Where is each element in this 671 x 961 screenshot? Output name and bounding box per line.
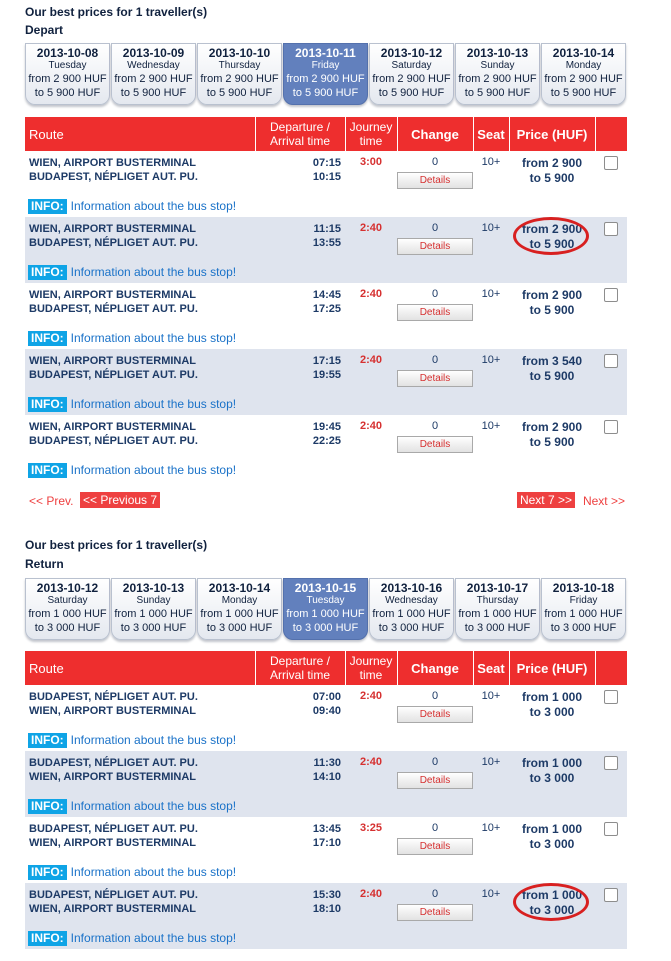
details-button[interactable]: Details: [397, 838, 473, 855]
seat-availability: 10+: [473, 217, 509, 263]
return-subtitle: Return: [25, 557, 64, 571]
select-cell: [595, 685, 627, 731]
date-tab-price-to: to 3 000 HUF: [292, 622, 359, 634]
journey-time: 3:00: [359, 156, 383, 168]
price-from: from 1 000: [521, 888, 583, 902]
bus-stop-info-link[interactable]: Information about the bus stop!: [70, 462, 237, 477]
change-count: 0: [431, 690, 439, 702]
times-cell: [255, 883, 345, 929]
seat-availability: 10+: [473, 883, 509, 929]
header-journey-time: Journey time: [345, 651, 397, 685]
date-tab-price-to: to 3 000 HUF: [378, 622, 445, 634]
table-row: [25, 817, 627, 863]
price-to: to 5 900: [529, 303, 575, 317]
seat-availability: 10+: [473, 349, 509, 395]
arrival-time: 22:25: [312, 435, 341, 447]
route-origin: BUDAPEST, NÉPLIGET AUT. PU.: [29, 691, 198, 703]
departure-time: 13:45: [312, 823, 341, 835]
journey-time: 2:40: [345, 217, 397, 263]
date-tab-2013-10-16[interactable]: [369, 578, 454, 640]
header-departure-arrival: Departure / Arrival time: [255, 117, 345, 151]
details-button[interactable]: Details: [397, 772, 473, 789]
info-cell: [25, 395, 627, 415]
details-button[interactable]: Details: [397, 904, 473, 921]
details-button[interactable]: Details: [397, 706, 473, 723]
select-checkbox[interactable]: [604, 690, 618, 704]
date-tab-price-from: from 1 000 HUF: [114, 608, 193, 620]
departure-time: 17:15: [312, 355, 341, 367]
header-seat: Seat: [473, 117, 509, 151]
route-destination: BUDAPEST, NÉPLIGET AUT. PU.: [29, 237, 198, 249]
date-tab-date: 2013-10-13: [122, 581, 185, 595]
change-count: 0: [431, 288, 439, 300]
route-destination: BUDAPEST, NÉPLIGET AUT. PU.: [29, 303, 198, 315]
route-destination: BUDAPEST, NÉPLIGET AUT. PU.: [29, 171, 198, 183]
date-tab-price-from: from 2 900 HUF: [28, 73, 107, 85]
date-tab-date: 2013-10-09: [122, 46, 185, 60]
price-to: to 3 000: [529, 705, 575, 719]
date-tab-2013-10-18[interactable]: [541, 578, 626, 640]
date-tab-date: 2013-10-11: [295, 46, 356, 60]
arrival-time: 19:55: [312, 369, 341, 381]
date-tab-weekday: Saturday: [47, 595, 88, 606]
journey-time: 2:40: [345, 349, 397, 395]
info-label: INFO:: [28, 931, 67, 946]
date-tab-weekday: Friday: [311, 60, 340, 71]
route-origin: BUDAPEST, NÉPLIGET AUT. PU.: [29, 823, 198, 835]
price-from: from 2 900: [521, 420, 583, 434]
date-tab-price-from: from 1 000 HUF: [544, 608, 623, 620]
date-tab-2013-10-13[interactable]: [455, 43, 540, 105]
date-tab-weekday: Tuesday: [306, 595, 345, 606]
date-tab-2013-10-10[interactable]: [197, 43, 282, 105]
journey-time: 2:40: [359, 288, 383, 300]
route-cell: [25, 817, 255, 863]
route-origin: BUDAPEST, NÉPLIGET AUT. PU.: [29, 757, 198, 769]
change-cell: [397, 817, 473, 863]
date-tab-price-from: from 2 900 HUF: [114, 73, 193, 85]
bus-stop-info-link[interactable]: Information about the bus stop!: [70, 798, 237, 813]
date-tab-weekday: Saturday: [391, 60, 432, 71]
change-cell: [397, 217, 473, 263]
info-label: INFO:: [28, 865, 67, 880]
return-results-table: [25, 651, 627, 949]
info-row: [25, 329, 627, 349]
seat-availability: 10+: [481, 288, 501, 300]
route-origin: WIEN, AIRPORT BUSTERMINAL: [29, 157, 197, 169]
date-tab-price-to: to 3 000 HUF: [34, 622, 101, 634]
date-tab-price-from: from 2 900 HUF: [458, 73, 537, 85]
select-checkbox[interactable]: [604, 822, 618, 836]
price-from: from 3 540: [521, 354, 583, 368]
date-tab-price-to: to 3 000 HUF: [120, 622, 187, 634]
date-tab-price-to: to 5 900 HUF: [464, 87, 531, 99]
price-cell: [509, 817, 595, 863]
change-count: 0: [431, 354, 439, 366]
change-cell: [397, 883, 473, 929]
change-count: 0: [431, 420, 439, 432]
times-cell: [255, 415, 345, 461]
date-tab-price-to: to 3 000 HUF: [550, 622, 617, 634]
bus-stop-info-link[interactable]: Information about the bus stop!: [70, 264, 237, 279]
price-cell: [509, 283, 595, 329]
header-change: Change: [397, 651, 473, 685]
seat-availability: 10+: [481, 156, 501, 168]
route-origin: WIEN, AIRPORT BUSTERMINAL: [29, 223, 197, 235]
date-tab-2013-10-12[interactable]: [369, 43, 454, 105]
route-destination: BUDAPEST, NÉPLIGET AUT. PU.: [29, 369, 198, 381]
route-origin: WIEN, AIRPORT BUSTERMINAL: [29, 289, 197, 301]
departure-time: 07:15: [312, 157, 341, 169]
change-cell: [397, 349, 473, 395]
change-count: 0: [431, 822, 439, 834]
times-cell: [255, 349, 345, 395]
info-label: INFO:: [28, 199, 67, 214]
route-destination: WIEN, AIRPORT BUSTERMINAL: [29, 903, 197, 915]
date-tab-price-from: from 2 900 HUF: [200, 73, 279, 85]
date-tab-date: 2013-10-10: [208, 46, 271, 60]
route-destination: BUDAPEST, NÉPLIGET AUT. PU.: [29, 435, 198, 447]
header-route: Route: [25, 117, 255, 151]
times-cell: [255, 283, 345, 329]
date-tab-price-from: from 1 000 HUF: [372, 608, 451, 620]
journey-time: 2:40: [359, 690, 383, 702]
info-label: INFO:: [28, 331, 67, 346]
date-tab-price-from: from 1 000 HUF: [286, 608, 365, 620]
table-row: [25, 685, 627, 731]
bus-stop-info-link[interactable]: Information about the bus stop!: [70, 198, 237, 213]
info-row: [25, 395, 627, 415]
info-cell: [25, 329, 627, 349]
depart-subtitle: Depart: [25, 23, 64, 37]
route-origin: BUDAPEST, NÉPLIGET AUT. PU.: [29, 889, 198, 901]
date-tab-price-from: from 2 900 HUF: [372, 73, 451, 85]
bus-stop-info-link[interactable]: Information about the bus stop!: [70, 864, 237, 879]
date-tab-price-from: from 2 900 HUF: [544, 73, 623, 85]
info-cell: [25, 461, 627, 481]
times-cell: [255, 751, 345, 797]
departure-time: 19:45: [312, 421, 341, 433]
price-cell: [509, 415, 595, 461]
date-tab-2013-10-11[interactable]: [283, 43, 368, 105]
select-cell: [595, 817, 627, 863]
departure-time: 15:30: [312, 889, 341, 901]
arrival-time: 09:40: [312, 705, 341, 717]
price-to: to 5 900: [529, 369, 575, 383]
select-cell: [595, 415, 627, 461]
details-button[interactable]: Details: [397, 172, 473, 189]
date-tab-price-from: from 2 900 HUF: [286, 73, 365, 85]
route-cell: [25, 685, 255, 731]
journey-time: 2:40: [345, 751, 397, 797]
details-button[interactable]: Details: [397, 238, 473, 255]
info-cell: [25, 197, 627, 217]
info-row: [25, 731, 627, 751]
header-route: Route: [25, 651, 255, 685]
date-tab-2013-10-08[interactable]: [25, 43, 110, 105]
price-to: to 5 900: [529, 171, 575, 185]
table-row: [25, 883, 627, 929]
date-tab-price-from: from 1 000 HUF: [458, 608, 537, 620]
arrival-time: 17:10: [312, 837, 341, 849]
header-seat: Seat: [473, 651, 509, 685]
info-label: INFO:: [28, 733, 67, 748]
date-tab-weekday: Tuesday: [48, 60, 87, 71]
price-cell: [509, 685, 595, 731]
change-cell: [397, 283, 473, 329]
price-from: from 1 000: [521, 756, 583, 770]
departure-time: 14:45: [312, 289, 341, 301]
route-cell: [25, 283, 255, 329]
date-tab-price-to: to 3 000 HUF: [464, 622, 531, 634]
select-checkbox[interactable]: [604, 156, 618, 170]
departure-time: 11:15: [313, 223, 341, 235]
details-button[interactable]: Details: [397, 304, 473, 321]
seat-availability: 10+: [481, 690, 501, 702]
date-tab-price-to: to 3 000 HUF: [206, 622, 273, 634]
price-to: to 3 000: [529, 771, 575, 785]
route-cell: [25, 151, 255, 197]
details-button[interactable]: Details: [397, 370, 473, 387]
date-tab-weekday: Wednesday: [127, 60, 180, 71]
times-cell: [255, 817, 345, 863]
date-tab-date: 2013-10-17: [466, 581, 529, 595]
date-tab-price-to: to 5 900 HUF: [120, 87, 187, 99]
table-header-row: [25, 651, 627, 685]
info-cell: [25, 731, 627, 751]
price-from: from 1 000: [521, 690, 583, 704]
info-row: [25, 197, 627, 217]
table-row: [25, 415, 627, 461]
change-cell: [397, 751, 473, 797]
route-cell: [25, 349, 255, 395]
info-row: [25, 929, 627, 949]
date-tab-2013-10-13[interactable]: [111, 578, 196, 640]
date-tab-2013-10-14[interactable]: [197, 578, 282, 640]
select-cell: [595, 217, 627, 263]
change-cell: [397, 151, 473, 197]
date-tab-date: 2013-10-14: [552, 46, 615, 60]
bus-stop-info-link[interactable]: Information about the bus stop!: [70, 396, 237, 411]
next-7-button[interactable]: Next 7 >>: [517, 492, 575, 508]
journey-time: 2:40: [345, 883, 397, 929]
route-cell: [25, 883, 255, 929]
info-cell: [25, 263, 627, 283]
route-destination: WIEN, AIRPORT BUSTERMINAL: [29, 771, 197, 783]
bus-stop-info-link[interactable]: Information about the bus stop!: [70, 930, 237, 945]
header-journey-time: Journey time: [345, 117, 397, 151]
price-to: to 3 000: [529, 903, 575, 917]
change-cell: [397, 415, 473, 461]
date-tab-date: 2013-10-18: [552, 581, 615, 595]
date-tab-price-from: from 1 000 HUF: [28, 608, 107, 620]
select-checkbox[interactable]: [604, 888, 618, 902]
departure-time: 11:30: [313, 757, 341, 769]
select-checkbox[interactable]: [604, 420, 618, 434]
arrival-time: 17:25: [312, 303, 341, 315]
select-cell: [595, 151, 627, 197]
header-select: [595, 117, 627, 151]
select-cell: [595, 283, 627, 329]
info-label: INFO:: [28, 799, 67, 814]
select-cell: [595, 349, 627, 395]
date-tab-price-to: to 5 900 HUF: [378, 87, 445, 99]
depart-pager: [25, 492, 627, 510]
header-select: [595, 651, 627, 685]
times-cell: [255, 151, 345, 197]
depart-results-table: [25, 117, 627, 481]
price-cell: [509, 751, 595, 797]
date-tab-2013-10-12[interactable]: [25, 578, 110, 640]
next-link[interactable]: Next >>: [582, 494, 625, 508]
date-tab-weekday: Monday: [565, 60, 602, 71]
info-label: INFO:: [28, 397, 67, 412]
date-tab-date: 2013-10-13: [466, 46, 529, 60]
date-tab-weekday: Monday: [221, 595, 258, 606]
arrival-time: 13:55: [312, 237, 341, 249]
select-cell: [595, 883, 627, 929]
return-heading: Our best prices for 1 traveller(s): [25, 538, 208, 552]
table-row: [25, 151, 627, 197]
date-tab-price-to: to 5 900 HUF: [292, 87, 359, 99]
price-from: from 2 900: [521, 288, 583, 302]
times-cell: [255, 217, 345, 263]
date-tab-weekday: Sunday: [480, 60, 515, 71]
table-row: [25, 751, 627, 797]
date-tab-weekday: Thursday: [218, 60, 261, 71]
price-to: to 3 000: [529, 837, 575, 851]
price-cell: [509, 883, 595, 929]
date-tab-date: 2013-10-14: [208, 581, 271, 595]
date-tab-weekday: Friday: [569, 595, 598, 606]
arrival-time: 14:10: [312, 771, 341, 783]
select-checkbox[interactable]: [604, 756, 618, 770]
depart-heading: Our best prices for 1 traveller(s): [25, 5, 208, 19]
info-cell: [25, 929, 627, 949]
price-cell: [509, 217, 595, 263]
route-origin: WIEN, AIRPORT BUSTERMINAL: [29, 355, 197, 367]
bus-stop-info-link[interactable]: Information about the bus stop!: [70, 732, 237, 747]
route-cell: [25, 415, 255, 461]
header-price: Price (HUF): [509, 117, 595, 151]
date-tab-2013-10-15[interactable]: [283, 578, 368, 640]
route-destination: WIEN, AIRPORT BUSTERMINAL: [29, 705, 197, 717]
route-cell: [25, 751, 255, 797]
date-tab-date: 2013-10-16: [380, 581, 443, 595]
route-destination: WIEN, AIRPORT BUSTERMINAL: [29, 837, 197, 849]
date-tab-weekday: Thursday: [476, 595, 519, 606]
arrival-time: 10:15: [312, 171, 341, 183]
info-label: INFO:: [28, 463, 67, 478]
info-cell: [25, 797, 627, 817]
journey-time: 3:25: [359, 822, 383, 834]
change-count: 0: [431, 756, 439, 768]
change-count: 0: [431, 222, 439, 234]
prev-link[interactable]: << Prev.: [29, 494, 74, 508]
change-cell: [397, 685, 473, 731]
date-tab-price-to: to 5 900 HUF: [206, 87, 273, 99]
select-cell: [595, 751, 627, 797]
date-tab-2013-10-14[interactable]: [541, 43, 626, 105]
bus-stop-info-link[interactable]: Information about the bus stop!: [70, 330, 237, 345]
date-tab-date: 2013-10-12: [380, 46, 443, 60]
date-tab-price-to: to 5 900 HUF: [34, 87, 101, 99]
info-cell: [25, 863, 627, 883]
info-row: [25, 461, 627, 481]
arrival-time: 18:10: [312, 903, 341, 915]
select-checkbox[interactable]: [604, 222, 618, 236]
journey-time: 2:40: [359, 420, 383, 432]
price-cell: [509, 151, 595, 197]
header-change: Change: [397, 117, 473, 151]
previous-7-button[interactable]: << Previous 7: [80, 492, 160, 508]
date-tab-date: 2013-10-08: [36, 46, 99, 60]
header-departure-arrival: Departure / Arrival time: [255, 651, 345, 685]
return-date-strip: [25, 578, 626, 640]
table-row: [25, 349, 627, 395]
header-price: Price (HUF): [509, 651, 595, 685]
departure-time: 07:00: [312, 691, 341, 703]
price-from: from 1 000: [521, 822, 583, 836]
date-tab-2013-10-17[interactable]: [455, 578, 540, 640]
price-cell: [509, 349, 595, 395]
select-checkbox[interactable]: [604, 288, 618, 302]
depart-date-strip: [25, 43, 626, 105]
price-to: to 5 900: [529, 237, 575, 251]
table-header-row: [25, 117, 627, 151]
date-tab-weekday: Sunday: [136, 595, 171, 606]
seat-availability: 10+: [481, 420, 501, 432]
route-cell: [25, 217, 255, 263]
info-row: [25, 863, 627, 883]
table-row: [25, 283, 627, 329]
route-origin: WIEN, AIRPORT BUSTERMINAL: [29, 421, 197, 433]
seat-availability: 10+: [473, 751, 509, 797]
info-label: INFO:: [28, 265, 67, 280]
table-row: [25, 217, 627, 263]
details-button[interactable]: Details: [397, 436, 473, 453]
price-to: to 5 900: [529, 435, 575, 449]
seat-availability: 10+: [481, 822, 501, 834]
price-from: from 2 900: [521, 156, 583, 170]
info-row: [25, 263, 627, 283]
price-from: from 2 900: [521, 222, 583, 236]
info-row: [25, 797, 627, 817]
date-tab-price-to: to 5 900 HUF: [550, 87, 617, 99]
change-count: 0: [431, 156, 439, 168]
date-tab-weekday: Wednesday: [385, 595, 438, 606]
date-tab-2013-10-09[interactable]: [111, 43, 196, 105]
times-cell: [255, 685, 345, 731]
date-tab-price-from: from 1 000 HUF: [200, 608, 279, 620]
date-tab-date: 2013-10-15: [294, 581, 357, 595]
date-tab-date: 2013-10-12: [36, 581, 99, 595]
change-count: 0: [431, 888, 439, 900]
select-checkbox[interactable]: [604, 354, 618, 368]
